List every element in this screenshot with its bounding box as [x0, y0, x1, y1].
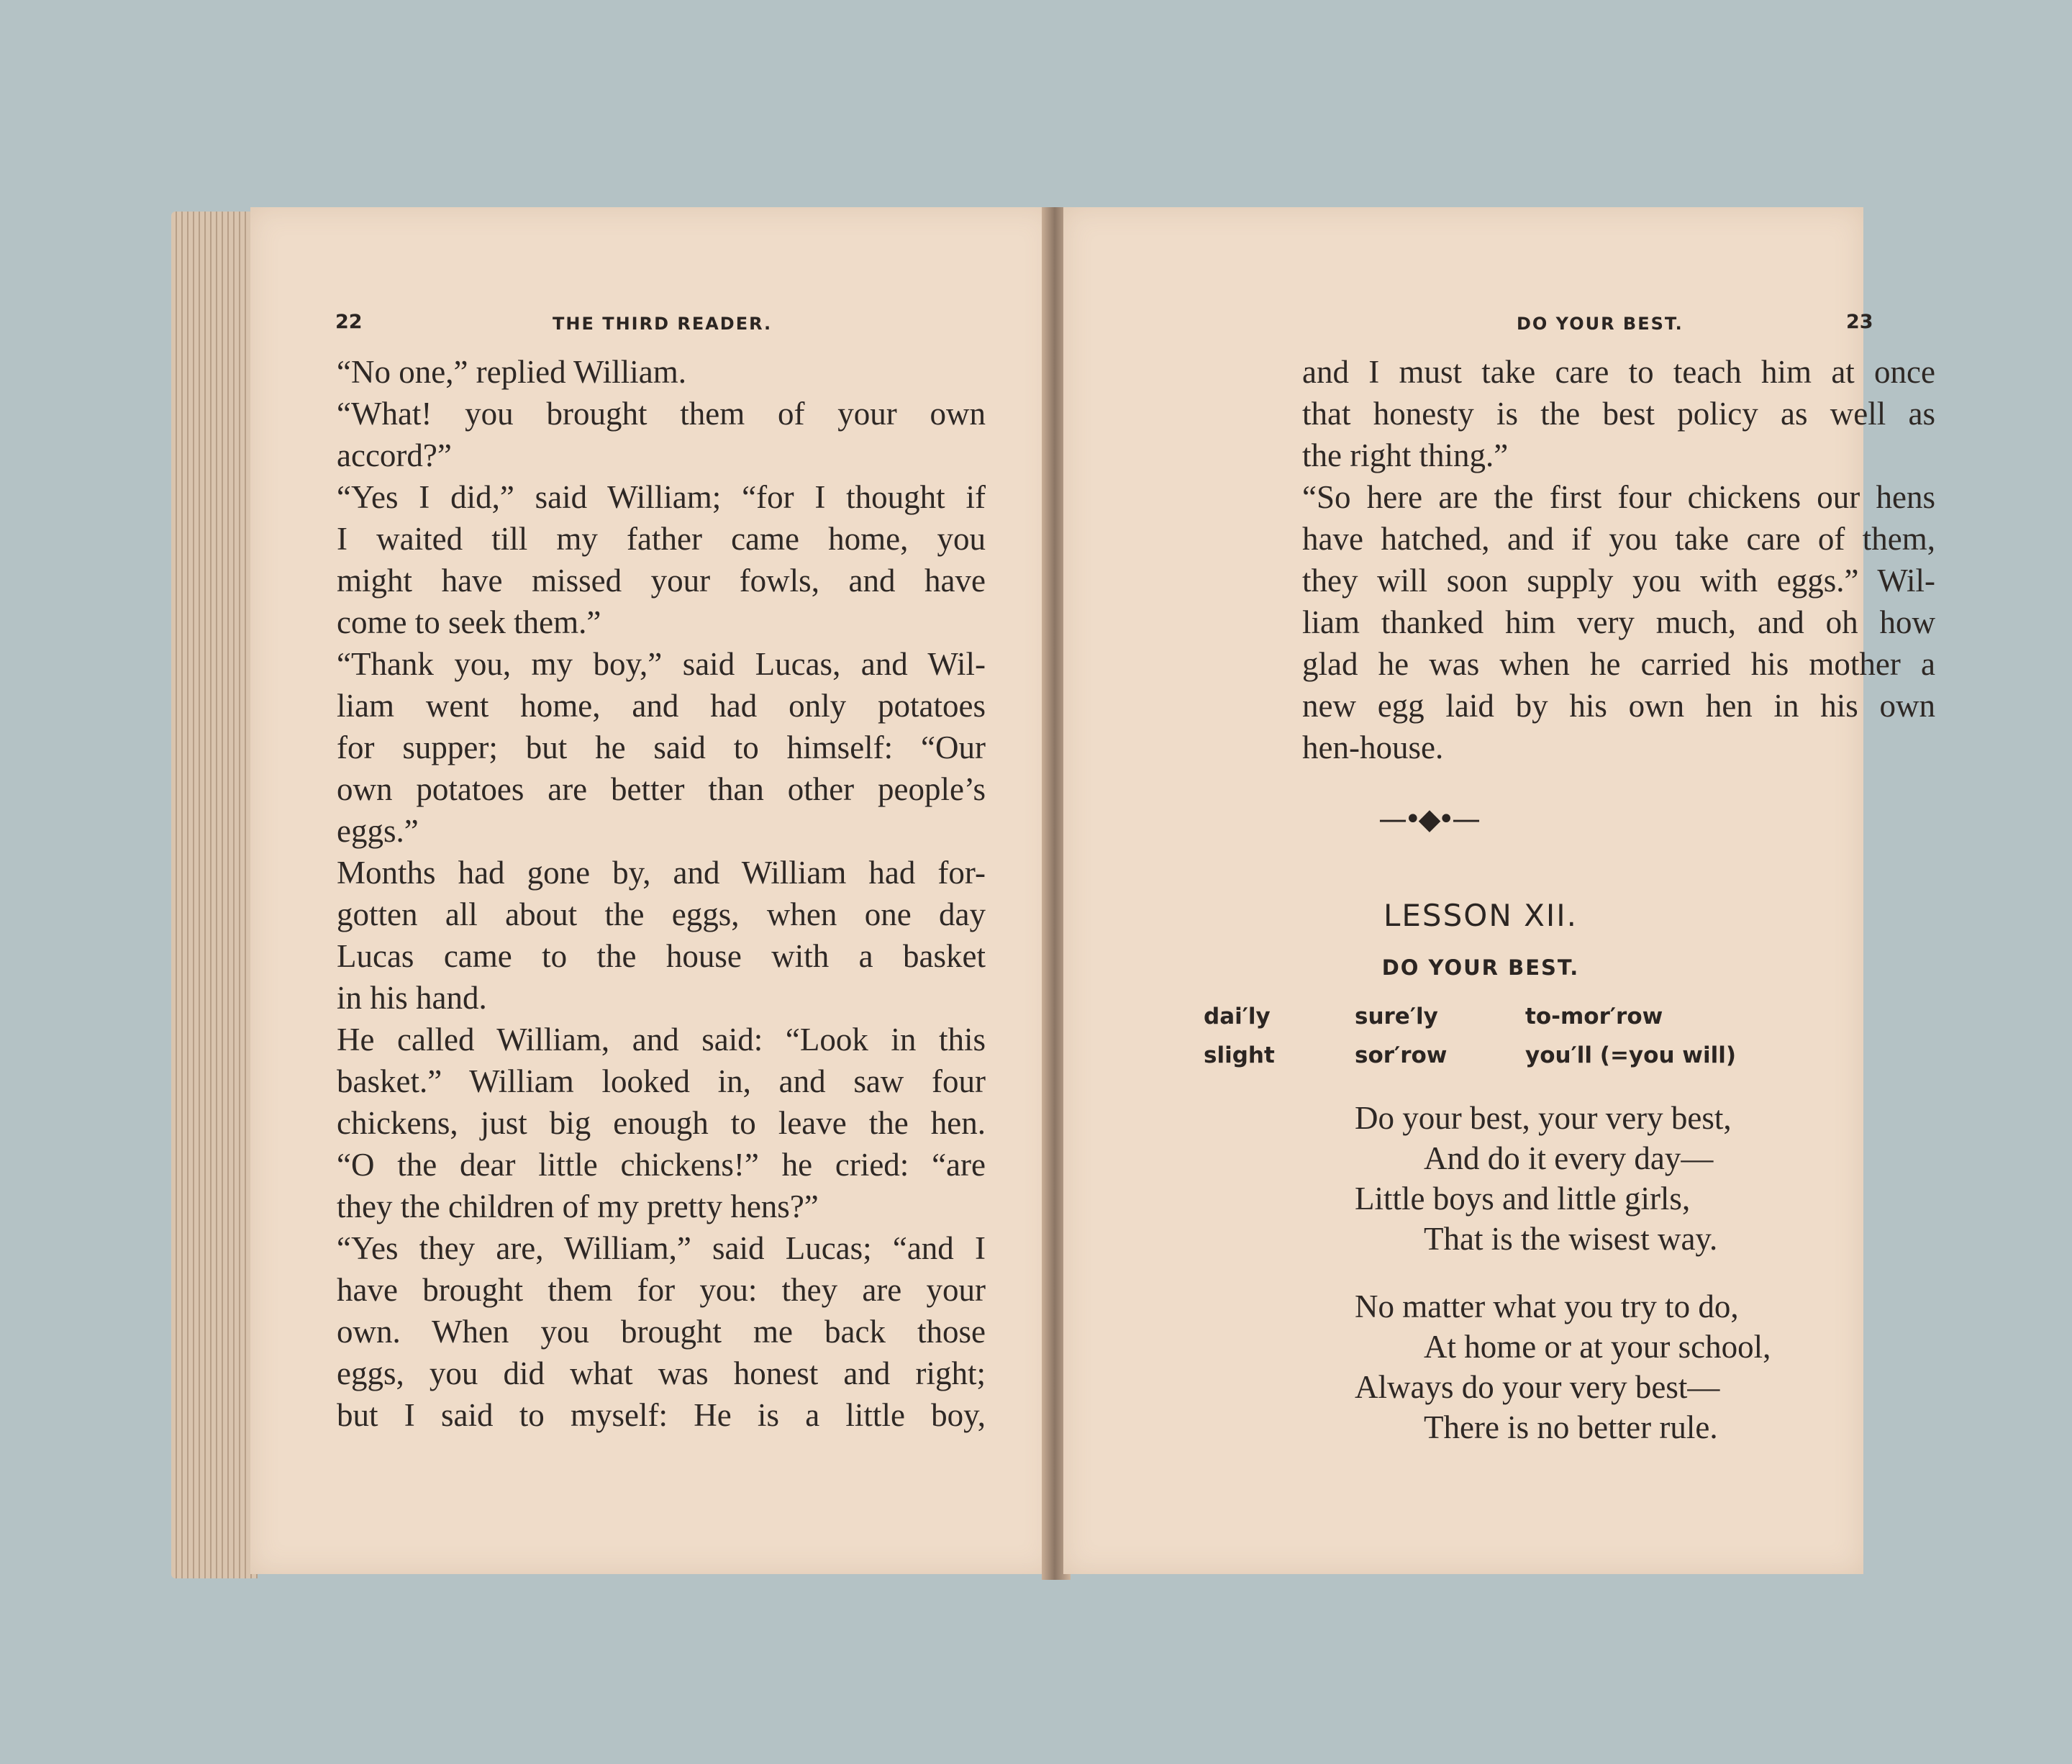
text-line: “So here are the first four chickens our hens — [1302, 479, 1935, 515]
left-page — [250, 207, 1053, 1574]
text-line: they the children of my pretty hens?” — [337, 1188, 819, 1224]
text-line: “Yes I did,” said William; “for I thought if — [337, 479, 986, 515]
vocabulary-column — [1525, 997, 1736, 1075]
page-number: 22 — [335, 311, 363, 333]
paragraph — [1302, 476, 1935, 768]
text-line: the right thing.” — [1302, 437, 1509, 473]
text-line: glad he was when he carried his mother a — [1302, 646, 1935, 682]
running-head: THE THIRD READER. — [553, 314, 773, 334]
text-line: in his hand. — [337, 980, 487, 1016]
text-line: accord?” — [337, 437, 452, 473]
vocab-word: you′ll (=you will) — [1525, 1042, 1736, 1068]
section-ornament: —•◆•— — [1378, 803, 1478, 836]
running-head: DO YOUR BEST. — [1517, 314, 1684, 334]
lesson-title: LESSON XII. — [1383, 898, 1578, 933]
vocab-word: sure′ly — [1355, 1004, 1438, 1029]
text-line: “O the dear little chickens!” he cried: “are — [337, 1147, 986, 1183]
text-line: Lucas came to the house with a basket — [337, 938, 986, 974]
poem-line: No matter what you try to do, — [1355, 1288, 1739, 1324]
text-line: He called William, and said: “Look in this — [337, 1022, 986, 1058]
text-line: basket.” William looked in, and saw four — [337, 1063, 986, 1099]
text-line: but I said to myself: He is a little boy, — [337, 1397, 986, 1433]
vocab-word: slight — [1204, 1042, 1275, 1068]
text-line: have brought them for you: they are your — [337, 1272, 986, 1308]
paragraph — [337, 852, 986, 1019]
paragraph — [337, 393, 986, 476]
poem-line: Little boys and little girls, — [1355, 1181, 1691, 1217]
body-text — [1302, 351, 1935, 768]
lesson-subtitle: DO YOUR BEST. — [1381, 955, 1580, 980]
text-line: I waited till my father came home, you — [337, 521, 986, 557]
paragraph — [337, 476, 986, 643]
paragraph — [1302, 351, 1935, 476]
text-line: eggs.” — [337, 813, 419, 849]
text-line: come to seek them.” — [337, 604, 601, 640]
vocabulary-column — [1204, 997, 1275, 1075]
paragraph — [337, 643, 986, 852]
paragraph — [337, 1019, 986, 1227]
text-line: own potatoes are better than other people’s — [337, 771, 986, 807]
text-line: “Thank you, my boy,” said Lucas, and Wil- — [337, 646, 986, 682]
text-line: have hatched, and if you take care of them, — [1302, 521, 1935, 557]
vocabulary-column — [1355, 997, 1447, 1075]
text-line: “No one,” replied William. — [337, 354, 686, 390]
text-line: and I must take care to teach him at once — [1302, 354, 1935, 390]
poem-line: Always do your very best— — [1355, 1369, 1720, 1405]
text-line: Months had gone by, and William had for- — [337, 855, 986, 891]
body-text — [337, 351, 986, 1436]
poem-line: And do it every day— — [1424, 1140, 1714, 1176]
page-number: 23 — [1846, 311, 1873, 333]
poem-line: Do your best, your very best, — [1355, 1100, 1732, 1136]
page-edges — [171, 212, 258, 1578]
vocab-word: to-mor′row — [1525, 1004, 1663, 1029]
poem-stanza — [1355, 1286, 1771, 1447]
text-line: “What! you brought them of your own — [337, 396, 986, 432]
paragraph — [337, 351, 986, 393]
poem — [1355, 1098, 1771, 1475]
poem-stanza — [1355, 1098, 1771, 1259]
text-line: “Yes they are, William,” said Lucas; “and I — [337, 1230, 986, 1266]
text-line: eggs, you did what was honest and right; — [337, 1355, 986, 1391]
poem-line: There is no better rule. — [1424, 1409, 1718, 1445]
text-line: chickens, just big enough to leave the hen. — [337, 1105, 986, 1141]
text-line: own. When you brought me back those — [337, 1314, 986, 1350]
text-line: liam went home, and had only potatoes — [337, 688, 986, 724]
open-book — [171, 207, 1935, 1580]
paragraph — [337, 1227, 986, 1436]
text-line: gotten all about the eggs, when one day — [337, 896, 986, 932]
vocab-word: dai′ly — [1204, 1004, 1271, 1029]
text-line: might have missed your fowls, and have — [337, 563, 986, 599]
text-line: that honesty is the best policy as well as — [1302, 396, 1935, 432]
text-line: liam thanked him very much, and oh how — [1302, 604, 1935, 640]
text-line: they will soon supply you with eggs.” Wil- — [1302, 563, 1935, 599]
poem-line: At home or at your school, — [1424, 1329, 1771, 1365]
text-line: new egg laid by his own hen in his own — [1302, 688, 1935, 724]
text-line: hen-house. — [1302, 729, 1444, 765]
text-line: for supper; but he said to himself: “Our — [337, 729, 986, 765]
vocab-word: sor′row — [1355, 1042, 1448, 1068]
poem-line: That is the wisest way. — [1424, 1221, 1718, 1257]
